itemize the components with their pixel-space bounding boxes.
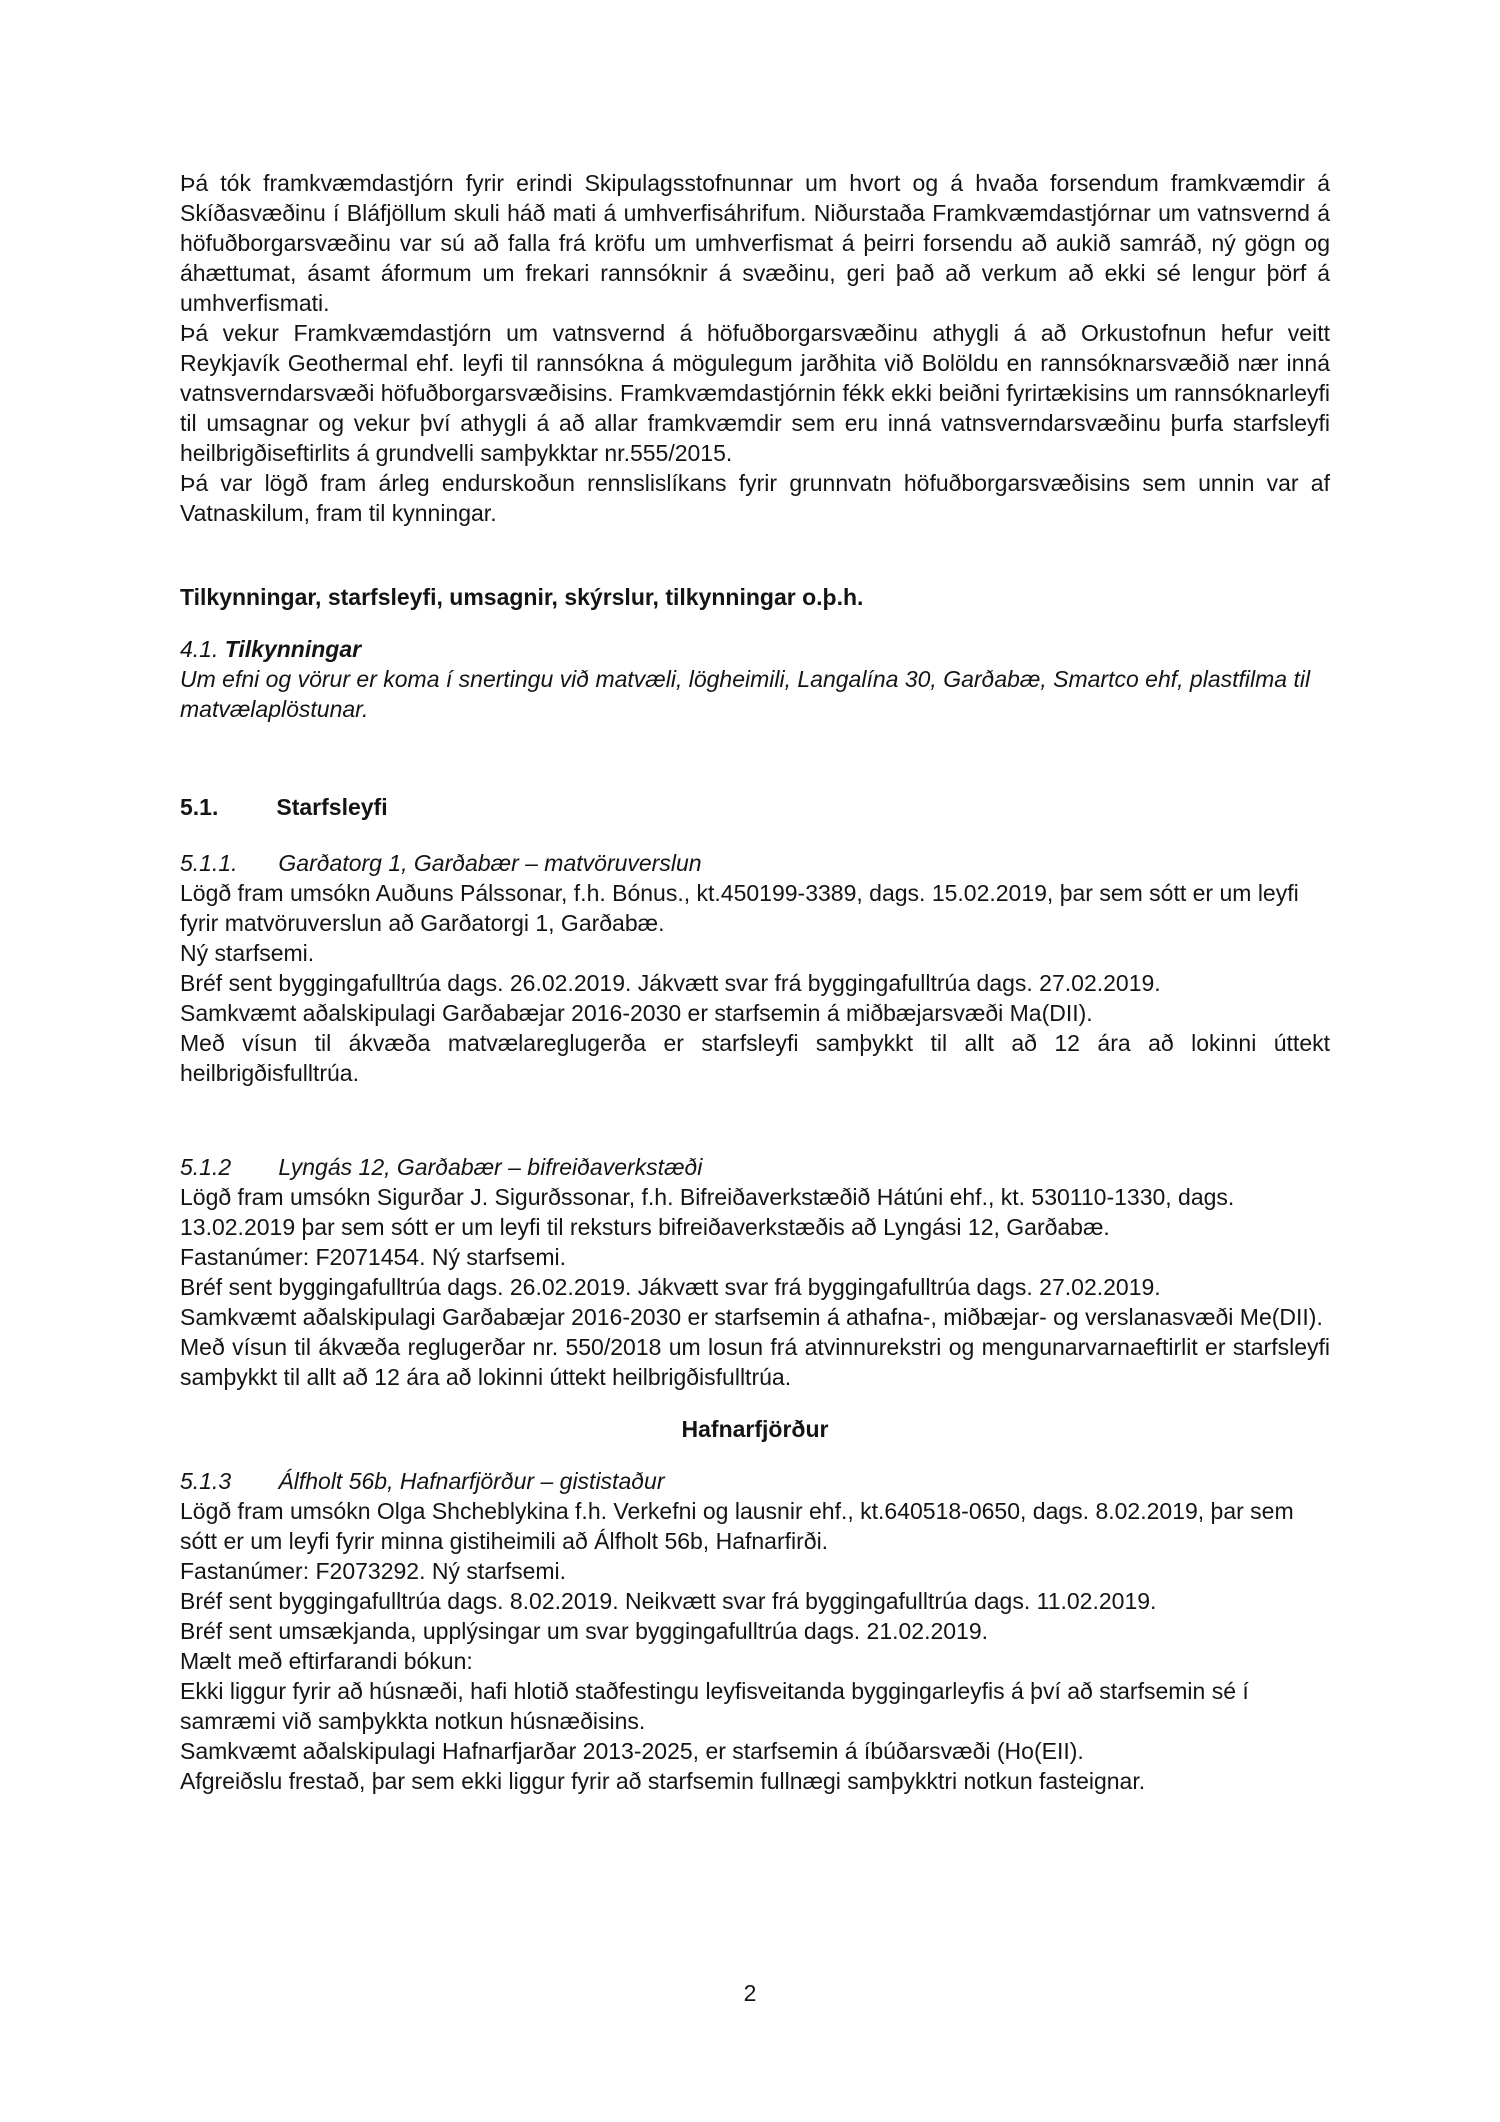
item-line: Samkvæmt aðalskipulagi Hafnarfjarðar 2013-2025, er starfsemin á íbúðarsvæði (Ho(EII). — [180, 1738, 1084, 1764]
item-line: Með vísun til ákvæða reglugerðar nr. 550/2018 um losun frá atvinnurekstri og mengunarvarnaeftirlit er starfsleyfi samþykkt til allt að 12 ára að lokinni úttekt heilbrigðisfulltrúa. — [180, 1334, 1330, 1390]
item-number: 5.1.2 — [180, 1154, 232, 1180]
section-heading: Tilkynningar, starfsleyfi, umsagnir, skýrslur, tilkynningar o.þ.h. — [180, 584, 864, 610]
item-line: Með vísun til ákvæða matvælareglugerða er starfsleyfi samþykkt til allt að 12 ára að lokinni úttekt heilbrigðisfulltrúa. — [180, 1030, 1330, 1086]
starfsleyfi-title: Starfsleyfi — [276, 794, 388, 820]
item-line: Mælt með eftirfarandi bókun: — [180, 1648, 473, 1674]
item-line: Lögð fram umsókn Auðuns Pálssonar, f.h. Bónus., kt.450199-3389, dags. 15.02.2019, þar sem sótt er um leyfi fyrir matvöruverslun að Garðatorgi 1, Garðabæ. — [180, 880, 1299, 936]
item-5-1-1 — [180, 848, 1330, 1088]
item-line: Fastanúmer: F2071454. Ný starfsemi. — [180, 1244, 567, 1270]
item-title: Garðatorg 1, Garðabær – matvöruverslun — [278, 850, 702, 876]
item-line: Samkvæmt aðalskipulagi Garðabæjar 2016-2030 er starfsemin á miðbæjarsvæði Ma(DII). — [180, 1000, 1093, 1026]
item-line: Samkvæmt aðalskipulagi Garðabæjar 2016-2030 er starfsemin á athafna-, miðbæjar- og verslanasvæði Me(DII). — [180, 1304, 1323, 1330]
item-5-1-3 — [180, 1466, 1330, 1796]
intro-paragraph-2: Þá vekur Framkvæmdastjórn um vatnsvernd á höfuðborgarsvæðinu athygli á að Orkustofnun hefur veitt Reykjavík Geothermal ehf. leyfi til rannsókna á mögulegum jarðhita við Bolöldu en rannsóknarsvæðið nær inná vatnsverndarsvæði höfuðborgarsvæðisins. Framkvæmdastjórnin fékk ekki beiðni fyrirtækisins um rannsóknarleyfi til umsagnar og vekur því athygli á að allar framkvæmdir sem eru inná vatnsverndarsvæðinu þurfa starfsleyfi heilbrigðiseftirlits á grundvelli samþykktar nr.555/2015. — [180, 320, 1330, 466]
item-line: Bréf sent umsækjanda, upplýsingar um svar byggingafulltrúa dags. 21.02.2019. — [180, 1618, 989, 1644]
item-title: Lyngás 12, Garðabær – bifreiðaverkstæði — [278, 1154, 703, 1180]
item-number: 5.1.3 — [180, 1468, 232, 1494]
hafnarfjordur-heading: Hafnarfjörður — [681, 1416, 829, 1442]
tilkynningar-number: 4.1. — [180, 636, 219, 662]
item-line: Bréf sent byggingafulltrúa dags. 26.02.2019. Jákvætt svar frá byggingafulltrúa dags. 27.02.2019. — [180, 1274, 1161, 1300]
item-line: Ekki liggur fyrir að húsnæði, hafi hlotið staðfestingu leyfisveitanda byggingarleyfis á því að starfsemin sé í samræmi við samþykkta notkun húsnæðisins. — [180, 1678, 1249, 1734]
item-number: 5.1.1. — [180, 850, 238, 876]
tilkynningar-text: Um efni og vörur er koma í snertingu við matvæli, lögheimili, Langalína 30, Garðabæ, Smartco ehf, plastfilma til matvælaplöstunar. — [180, 666, 1311, 722]
item-line: Bréf sent byggingafulltrúa dags. 8.02.2019. Neikvætt svar frá byggingafulltrúa dags. 11.02.2019. — [180, 1588, 1157, 1614]
starfsleyfi-heading — [180, 792, 1330, 822]
item-line: Lögð fram umsókn Sigurðar J. Sigurðssonar, f.h. Bifreiðaverkstæðið Hátúni ehf., kt. 530110-1330, dags. 13.02.2019 þar sem sótt er um leyfi til reksturs bifreiðaverkstæðis að Lyngási 12, Garðabæ. — [180, 1184, 1235, 1240]
item-line: Afgreiðslu frestað, þar sem ekki liggur fyrir að starfsemin fullnægi samþykktri notkun fasteignar. — [180, 1768, 1146, 1794]
tilkynningar-heading — [180, 634, 1330, 664]
tilkynningar-title: Tilkynningar — [224, 636, 362, 662]
item-title: Álfholt 56b, Hafnarfjörður – gististaður — [278, 1468, 665, 1494]
item-heading — [180, 1466, 1330, 1496]
starfsleyfi-number: 5.1. — [180, 794, 219, 820]
item-heading — [180, 1152, 1330, 1182]
page-content — [180, 168, 1330, 1796]
item-line: Fastanúmer: F2073292. Ný starfsemi. — [180, 1558, 567, 1584]
item-line: Lögð fram umsókn Olga Shcheblykina f.h. Verkefni og lausnir ehf., kt.640518-0650, dags. 8.02.2019, þar sem sótt er um leyfi fyrir minna gistiheimili að Álfholt 56b, Hafnarfirði. — [180, 1498, 1294, 1554]
item-heading — [180, 848, 1330, 878]
item-line: Ný starfsemi. — [180, 940, 315, 966]
page-number: 2 — [743, 1980, 757, 2006]
intro-paragraph-1: Þá tók framkvæmdastjórn fyrir erindi Skipulagsstofnunnar um hvort og á hvaða forsendum framkvæmdir á Skíðasvæðinu í Bláfjöllum skuli háð mati á umhverfisáhrifum. Niðurstaða Framkvæmdastjórnar um vatnsvernd á höfuðborgarsvæðinu var sú að falla frá kröfu um umhverfismat á þeirri forsendu að aukið samráð, ný gögn og áhættumat, ásamt áformum um frekari rannsóknir á svæðinu, geri það að verkum að ekki sé lengur þörf á umhverfismati. — [180, 170, 1330, 316]
item-5-1-2 — [180, 1152, 1330, 1392]
item-line: Bréf sent byggingafulltrúa dags. 26.02.2019. Jákvætt svar frá byggingafulltrúa dags. 27.02.2019. — [180, 970, 1161, 996]
intro-paragraph-3: Þá var lögð fram árleg endurskoðun rennslislíkans fyrir grunnvatn höfuðborgarsvæðisins sem unnin var af Vatnaskilum, fram til kynningar. — [180, 470, 1330, 526]
